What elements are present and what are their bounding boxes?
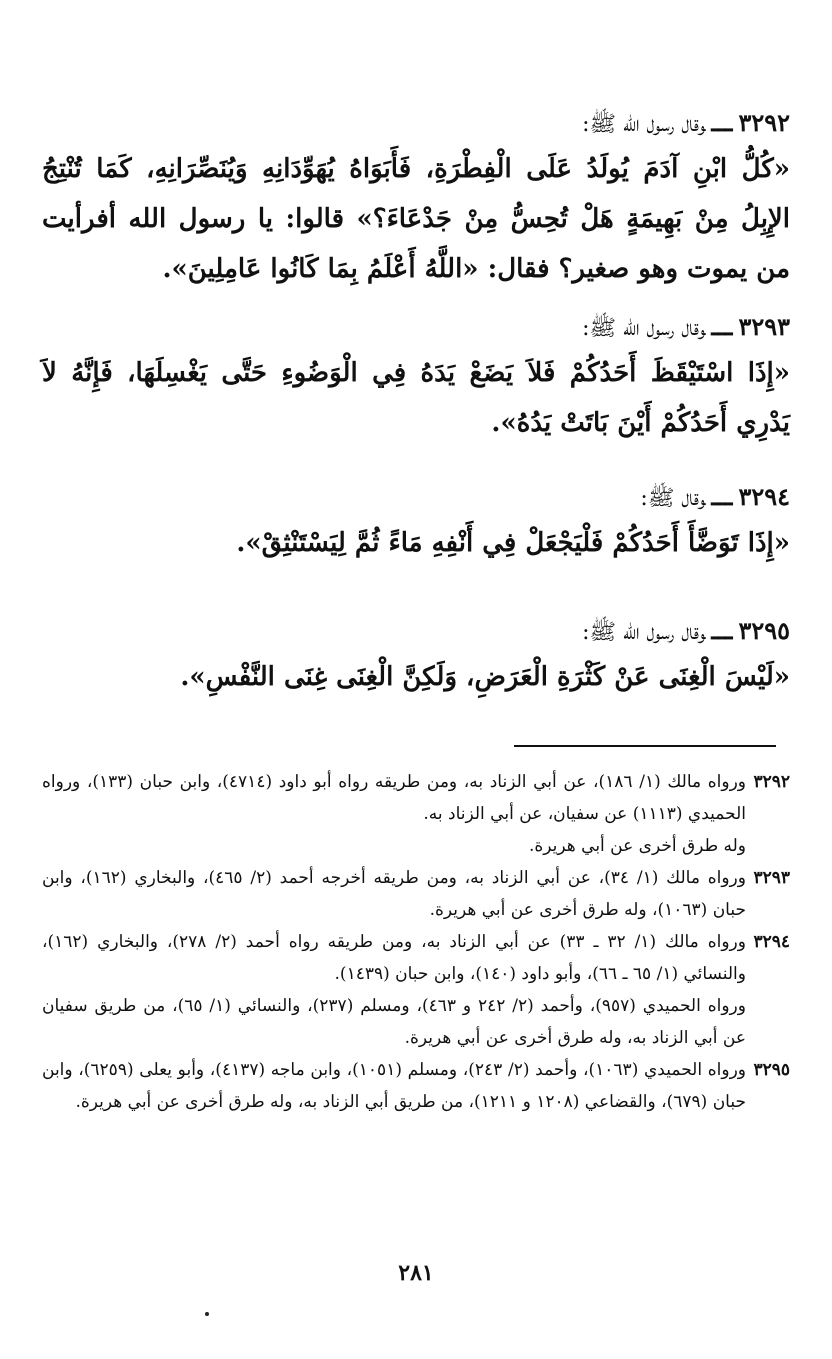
speck (205, 1312, 209, 1316)
footnote-text: ورواه مالك (١/ ٣٢ ـ ٣٣) عن أبي الزناد به، ومن طريقه رواه أحمد (٢/ ٢٧٨)، والبخاري (١٦٢)، والنسائي (١/ ٦٥ ـ ٦٦)، وأبو داود (١٤٠)، وابن حبان (١٤٣٩). (42, 932, 746, 984)
footnote-text: ورواه الحميدي (١٠٦٣)، وأحمد (٢/ ٢٤٣)، ومسلم (١٠٥١)، وابن ماجه (٤١٣٧)، وأبو يعلى (٦٢٥٩)، وابن حبان (٦٧٩)، والقضاعي (١٢٠٨ و ١٢١١)، من طريق أبي الزناد به، وله طرق أخرى عن أبي هريرة. (42, 1060, 747, 1112)
footnote-number: ٣٢٩٥ (753, 1060, 790, 1080)
hadith-3294 (42, 482, 790, 568)
dash: ـــ (711, 482, 733, 511)
hadith-3292 (42, 108, 790, 294)
footnote-text: ورواه مالك (١/ ١٨٦)، عن أبي الزناد به، ومن طريقه رواه أبو داود (٤٧١٤)، وابن حبان (١٣٣)، ورواه الحميدي (١١١٣) عن سفيان، عن أبي الزناد به. (42, 772, 746, 824)
hadith-number: ٣٢٩٢ (738, 108, 790, 137)
footnote-3295 (42, 1054, 790, 1118)
footnote-number: ٣٢٩٢ (753, 772, 790, 792)
hadith-intro: وقال رسول الله ﷺ: (582, 316, 706, 341)
hadith-text: «إِذَا تَوَضَّأَ أَحَدُكُمْ فَلْيَجْعَلْ فِي أَنْفِهِ مَاءً ثُمَّ لِيَسْتَنْثِقْ». (236, 528, 790, 558)
hadith-intro: وقال ﷺ: (640, 486, 706, 511)
hadith-text: «كُلُّ ابْنِ آدَمَ يُولَدُ عَلَى الْفِطْرَةِ، فَأَبَوَاهُ يُهَوِّدَانِهِ وَيُنَصِّرَانِهِ، كَمَا تُنْتِجُ الإِبِلُ مِنْ بَهِيمَةٍ هَلْ تُحِسُّ مِنْ جَدْعَاءَ؟» قالوا: يا رسول الله أفرأيت من يموت وهو صغير؟ فقال: «اللَّهُ أَعْلَمُ بِمَا كَانُوا عَامِلِينَ». (42, 154, 790, 284)
dash: ـــ (711, 108, 733, 137)
footnote-text: ورواه مالك (١/ ٣٤)، عن أبي الزناد به، ومن طريقه أخرجه أحمد (٢/ ٤٦٥)، والبخاري (١٦٢)، وابن حبان (١٠٦٣)، وله طرق أخرى عن أبي هريرة. (42, 868, 746, 920)
page-number: ٢٨١ (398, 1260, 434, 1286)
hadith-intro: وقال رسول الله ﷺ: (582, 620, 706, 645)
footnote-separator (514, 745, 776, 747)
footnote-text: وله طرق أخرى عن أبي هريرة. (528, 836, 746, 856)
hadith-intro: وقال رسول الله ﷺ: (582, 112, 706, 137)
hadith-heading (42, 482, 790, 514)
hadith-text: «لَيْسَ الْغِنَى عَنْ كَثْرَةِ الْعَرَضِ، وَلَكِنَّ الْغِنَى غِنَى النَّفْسِ». (180, 662, 790, 692)
footnote-number: ٣٢٩٤ (753, 932, 790, 952)
footnote-3292 (42, 766, 790, 862)
hadith-number: ٣٢٩٣ (738, 312, 790, 341)
dash: ـــ (711, 616, 733, 645)
hadith-heading (42, 312, 790, 344)
hadith-heading (42, 616, 790, 648)
hadith-3295 (42, 616, 790, 702)
dash: ـــ (711, 312, 733, 341)
footnote-number: ٣٢٩٣ (753, 868, 790, 888)
hadith-heading (42, 108, 790, 140)
hadith-text: «إِذَا اسْتَيْقَظَ أَحَدُكُمْ فَلاَ يَضَعْ يَدَهُ فِي الْوَضُوءِ حَتَّى يَغْسِلَهَا، فَإِنَّهُ لاَ يَدْرِي أَحَدُكُمْ أَيْنَ بَاتَتْ يَدُهُ». (42, 358, 790, 438)
footnote-3293 (42, 862, 790, 926)
footnotes (42, 766, 790, 1118)
footnote-3294 (42, 926, 790, 1054)
hadith-number: ٣٢٩٤ (738, 482, 790, 511)
hadith-number: ٣٢٩٥ (738, 616, 790, 645)
hadith-3293 (42, 312, 790, 448)
footnote-text: ورواه الحميدي (٩٥٧)، وأحمد (٢/ ٢٤٢ و ٤٦٣)، ومسلم (٢٣٧)، والنسائي (١/ ٦٥)، من طريق سفيان عن أبي الزناد به، وله طرق أخرى عن أبي هريرة. (42, 996, 746, 1048)
